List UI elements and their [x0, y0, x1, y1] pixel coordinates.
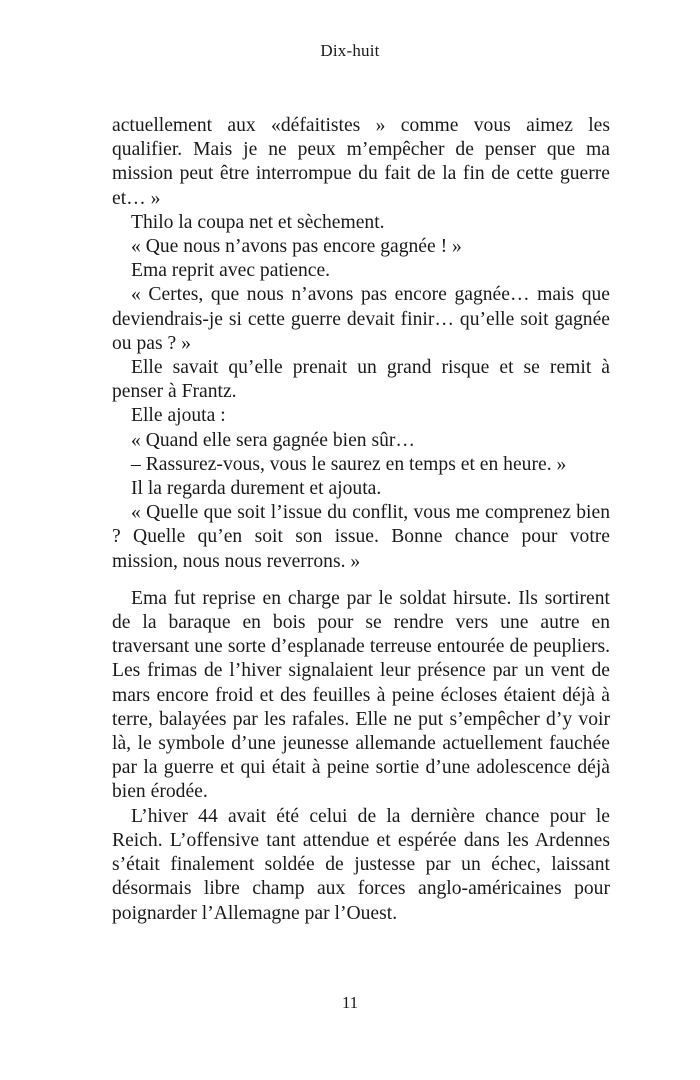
dialogue-line: « Quand elle sera gagnée bien sûr…: [131, 429, 416, 451]
page-number: 11: [341, 993, 359, 1012]
paragraph: L’hiver 44 avait été celui de la dernière chance pour le Reich. L’offensive tant attendue et espérée dans les Ardennes s’était finalement soldée de justesse par un échec, laissant désormais libre champ aux forces anglo-américaines pour poignarder l’Allemagne par l’Ouest.: [112, 805, 610, 924]
paragraph-continuation: actuellement aux «défaitistes » comme vous aimez les qualifier. Mais je ne peux m’empêcher de penser que ma mission peut être interrompue du fait de la fin de cette guerre et… »: [112, 115, 610, 209]
paragraph: Ema reprit avec patience.: [131, 260, 331, 282]
dialogue-line: « Que nous n’avons pas encore gagnée ! »: [131, 236, 462, 258]
paragraph: Elle ajouta :: [131, 405, 226, 427]
dialogue-line: « Quelle que soit l’issue du conflit, vous me comprenez bien ? Quelle qu’en soit son issue. Bonne chance pour votre mission, nous nous reverrons. »: [112, 502, 610, 572]
dialogue-line: – Rassurez-vous, vous le saurez en temps et en heure. »: [131, 453, 567, 475]
paragraph: Il la regarda durement et ajouta.: [131, 478, 382, 500]
paragraph: Elle savait qu’elle prenait un grand risque et se remit à penser à Frantz.: [112, 357, 610, 403]
running-head: Dix-huit: [320, 41, 380, 60]
body-text: [112, 114, 610, 926]
dialogue-line: « Certes, que nous n’avons pas encore gagnée… mais que deviendrais-je si cette guerre devait finir… qu’elle soit gagnée ou pas ? »: [112, 284, 610, 354]
paragraph: Ema fut reprise en charge par le soldat hirsute. Ils sortirent de la baraque en bois pour se rendre vers une autre en traversant une sorte d’esplanade terreuse entourée de peupliers. Les frimas de l’hiver signalaient leur présence par un vent de mars encore froid et des feuilles à peine écloses étaient déjà à terre, balayées par les rafales. Elle ne put s’empêcher d’y voir là, le symbole d’une jeunesse allemande actuellement fauchée par la guerre et qui était à peine sortie d’une adolescence déjà bien érodée.: [112, 587, 610, 803]
paragraph: Thilo la coupa net et sèchement.: [131, 211, 385, 233]
